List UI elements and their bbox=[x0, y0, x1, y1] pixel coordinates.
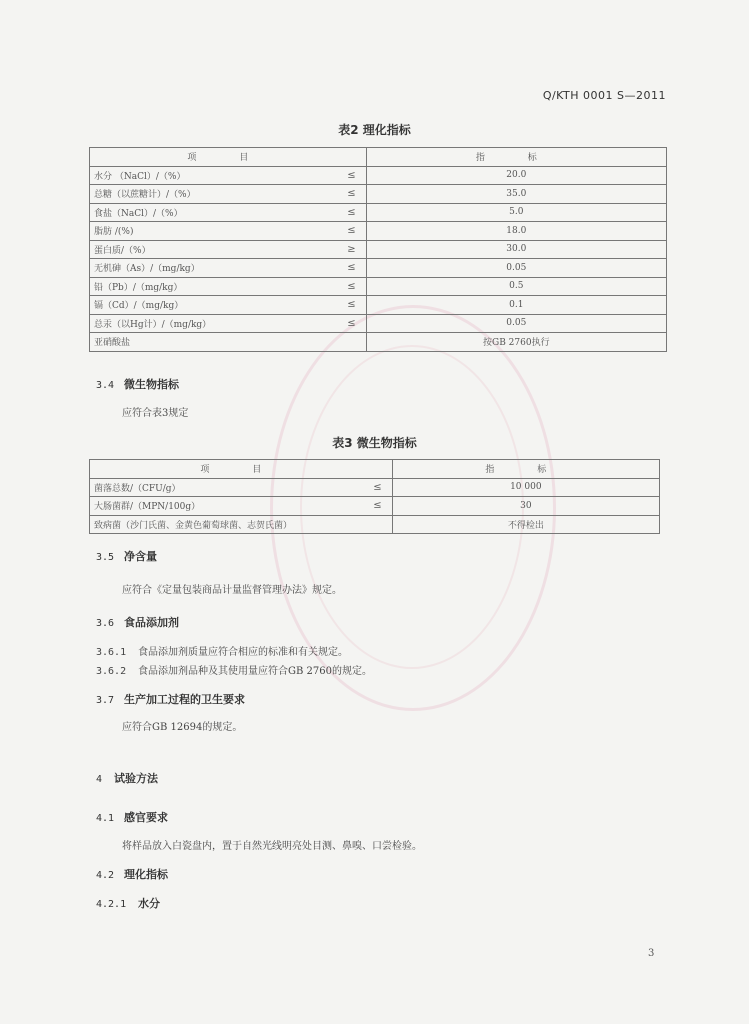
item-label: 致病菌（沙门氏菌、金黄色葡萄球菌、志贺氏菌） bbox=[94, 520, 293, 531]
section-title: 理化指标 bbox=[124, 868, 168, 881]
item-label: 总糖（以蔗糖计）/（%） bbox=[94, 190, 196, 201]
table-row bbox=[90, 497, 660, 516]
section-number: 4.2 bbox=[96, 870, 115, 881]
item-label: 菌落总数/（CFU/g） bbox=[94, 483, 181, 494]
comparison-symbol: ≤ bbox=[347, 225, 356, 236]
value-cell: 0.5 bbox=[366, 277, 666, 296]
section-title: 微生物指标 bbox=[124, 378, 179, 391]
section-number: 3.6 bbox=[96, 618, 115, 629]
document-id: Q/KTH 0001 S—2011 bbox=[542, 89, 666, 102]
table-row bbox=[90, 185, 667, 204]
section-number: 4.1 bbox=[96, 813, 115, 824]
table2-col-item: 项 目 bbox=[90, 148, 367, 167]
table-row bbox=[90, 314, 667, 333]
section-text: 食品添加剂品种及其使用量应符合GB 2760的规定。 bbox=[138, 666, 372, 677]
comparison-symbol: ≤ bbox=[347, 280, 356, 292]
comparison-symbol: ≤ bbox=[347, 188, 356, 199]
table-row bbox=[90, 296, 667, 315]
item-label: 总汞（以Hg计）/（mg/kg） bbox=[94, 319, 212, 330]
table-row bbox=[90, 222, 667, 241]
table-row bbox=[90, 166, 667, 185]
comparison-symbol: ≤ bbox=[373, 500, 382, 511]
comparison-symbol: ≤ bbox=[347, 206, 356, 218]
table3-caption: 表3 微生物指标 bbox=[332, 436, 417, 450]
section-3-4-heading bbox=[96, 376, 179, 392]
comparison-symbol: ≤ bbox=[347, 299, 356, 310]
section-title: 净含量 bbox=[124, 550, 157, 563]
section-3-5-text: 应符合《定量包装商品计量监督管理办法》规定。 bbox=[122, 585, 342, 596]
table-row bbox=[90, 333, 667, 352]
table2-col-value: 指 标 bbox=[366, 148, 666, 167]
section-title: 食品添加剂 bbox=[124, 616, 179, 629]
table3-header-row bbox=[90, 460, 660, 479]
table-row bbox=[90, 203, 667, 222]
table-row bbox=[90, 259, 667, 278]
value-cell: 0.05 bbox=[366, 259, 666, 278]
value-cell: 按GB 2760执行 bbox=[366, 333, 666, 352]
section-number: 3.4 bbox=[96, 380, 115, 391]
table3-col-value: 指 标 bbox=[392, 460, 659, 479]
comparison-symbol: ≤ bbox=[347, 317, 356, 329]
section-number: 3.5 bbox=[96, 552, 115, 563]
item-label: 蛋白质/（%） bbox=[94, 245, 151, 256]
section-number: 4.2.1 bbox=[96, 899, 127, 910]
value-cell: 5.0 bbox=[366, 203, 666, 222]
section-title: 生产加工过程的卫生要求 bbox=[124, 693, 245, 706]
item-label: 水分 （NaCl）/（%） bbox=[94, 171, 186, 182]
value-cell: 18.0 bbox=[366, 222, 666, 241]
section-number: 3.7 bbox=[96, 695, 115, 706]
value-cell: 35.0 bbox=[366, 185, 666, 204]
value-cell: 20.0 bbox=[366, 166, 666, 185]
table-row bbox=[90, 515, 660, 534]
section-number: 3.6.2 bbox=[96, 666, 127, 677]
item-label: 亚硝酸盐 bbox=[94, 338, 131, 349]
comparison-symbol: ≥ bbox=[347, 243, 356, 255]
comparison-symbol: ≤ bbox=[347, 262, 356, 273]
table3-col-item: 项 目 bbox=[90, 460, 393, 479]
section-4-2-heading bbox=[96, 866, 168, 882]
table-row bbox=[90, 277, 667, 296]
section-4-1-text: 将样品放入白瓷盘内，置于自然光线明亮处目测、鼻嗅、口尝检验。 bbox=[122, 841, 422, 852]
section-3-5-heading bbox=[96, 548, 157, 564]
table-row bbox=[90, 240, 667, 259]
item-label: 铅（Pb）/（mg/kg） bbox=[94, 282, 183, 293]
page-number: 3 bbox=[648, 948, 655, 959]
table2-header-row bbox=[90, 148, 667, 167]
item-label: 脂肪 /(%) bbox=[94, 227, 134, 238]
section-4-2-1-heading bbox=[96, 895, 160, 911]
value-cell: 30.0 bbox=[366, 240, 666, 259]
section-3-6-2 bbox=[96, 662, 372, 677]
item-label: 食盐（NaCl）/（%） bbox=[94, 208, 183, 219]
comparison-symbol: ≤ bbox=[347, 169, 356, 181]
section-number: 4 bbox=[96, 774, 103, 785]
section-3-6-1 bbox=[96, 643, 348, 658]
table3-microbiological bbox=[89, 459, 660, 534]
comparison-symbol: ≤ bbox=[373, 481, 382, 493]
section-text: 食品添加剂质量应符合相应的标准和有关规定。 bbox=[138, 647, 348, 658]
section-4-1-heading bbox=[96, 809, 168, 825]
section-3-7-heading bbox=[96, 691, 245, 707]
section-3-7-text: 应符合GB 12694的规定。 bbox=[122, 722, 243, 733]
item-label: 无机砷（As）/（mg/kg） bbox=[94, 264, 200, 275]
value-cell: 30 bbox=[392, 497, 659, 516]
section-number: 3.6.1 bbox=[96, 647, 127, 658]
section-title: 试验方法 bbox=[114, 772, 158, 785]
section-title: 水分 bbox=[138, 897, 160, 910]
section-3-4-text: 应符合表3规定 bbox=[122, 408, 189, 419]
table-row bbox=[90, 478, 660, 497]
item-label: 大肠菌群/（MPN/100g） bbox=[94, 502, 201, 513]
value-cell: 0.05 bbox=[366, 314, 666, 333]
value-cell: 10 000 bbox=[392, 478, 659, 497]
table2-physicochemical bbox=[89, 147, 667, 352]
section-4-heading bbox=[96, 770, 158, 786]
section-3-6-heading bbox=[96, 614, 179, 630]
section-title: 感官要求 bbox=[124, 811, 168, 824]
value-cell: 0.1 bbox=[366, 296, 666, 315]
table2-caption: 表2 理化指标 bbox=[338, 123, 411, 137]
item-label: 镉（Cd）/（mg/kg） bbox=[94, 301, 184, 312]
value-cell: 不得检出 bbox=[392, 515, 659, 534]
